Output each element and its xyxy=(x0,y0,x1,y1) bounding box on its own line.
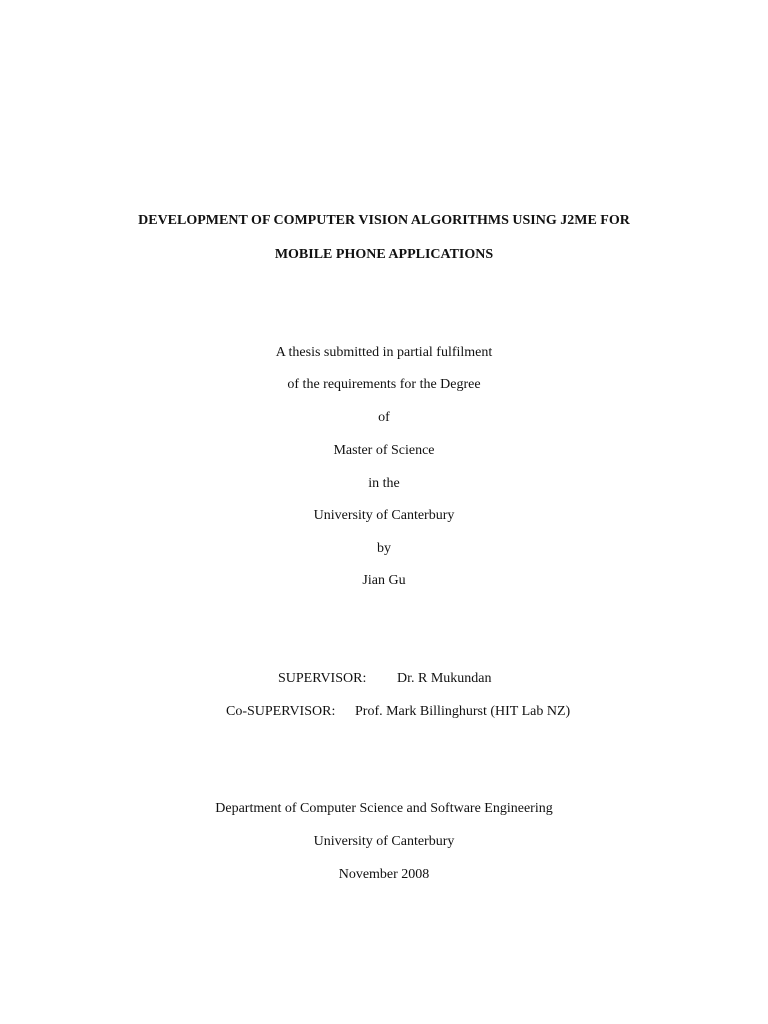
submission-statement-line-3: of xyxy=(378,410,390,425)
degree-name: Master of Science xyxy=(333,443,435,458)
submission-statement-line-2: of the requirements for the Degree xyxy=(287,377,481,392)
submission-date: November 2008 xyxy=(338,867,430,882)
footer-university-name: University of Canterbury xyxy=(313,834,455,849)
cosupervisor-label: Co-SUPERVISOR: xyxy=(226,704,336,719)
submission-statement-line-5: in the xyxy=(368,476,400,491)
submission-statement-line-1: A thesis submitted in partial fulfilment xyxy=(275,345,493,360)
thesis-title-line-1: DEVELOPMENT OF COMPUTER VISION ALGORITHMS USING J2ME FOR xyxy=(138,213,630,228)
cosupervisor-name: Prof. Mark Billinghurst (HIT Lab NZ) xyxy=(355,704,571,719)
supervisor-label: SUPERVISOR: xyxy=(278,671,367,686)
department-name: Department of Computer Science and Software Engineering xyxy=(215,801,553,816)
thesis-title-line-2: MOBILE PHONE APPLICATIONS xyxy=(274,247,494,262)
author-name: Jian Gu xyxy=(362,573,406,588)
supervisor-name: Dr. R Mukundan xyxy=(397,671,492,686)
by-label: by xyxy=(377,541,391,556)
university-name: University of Canterbury xyxy=(313,508,455,523)
